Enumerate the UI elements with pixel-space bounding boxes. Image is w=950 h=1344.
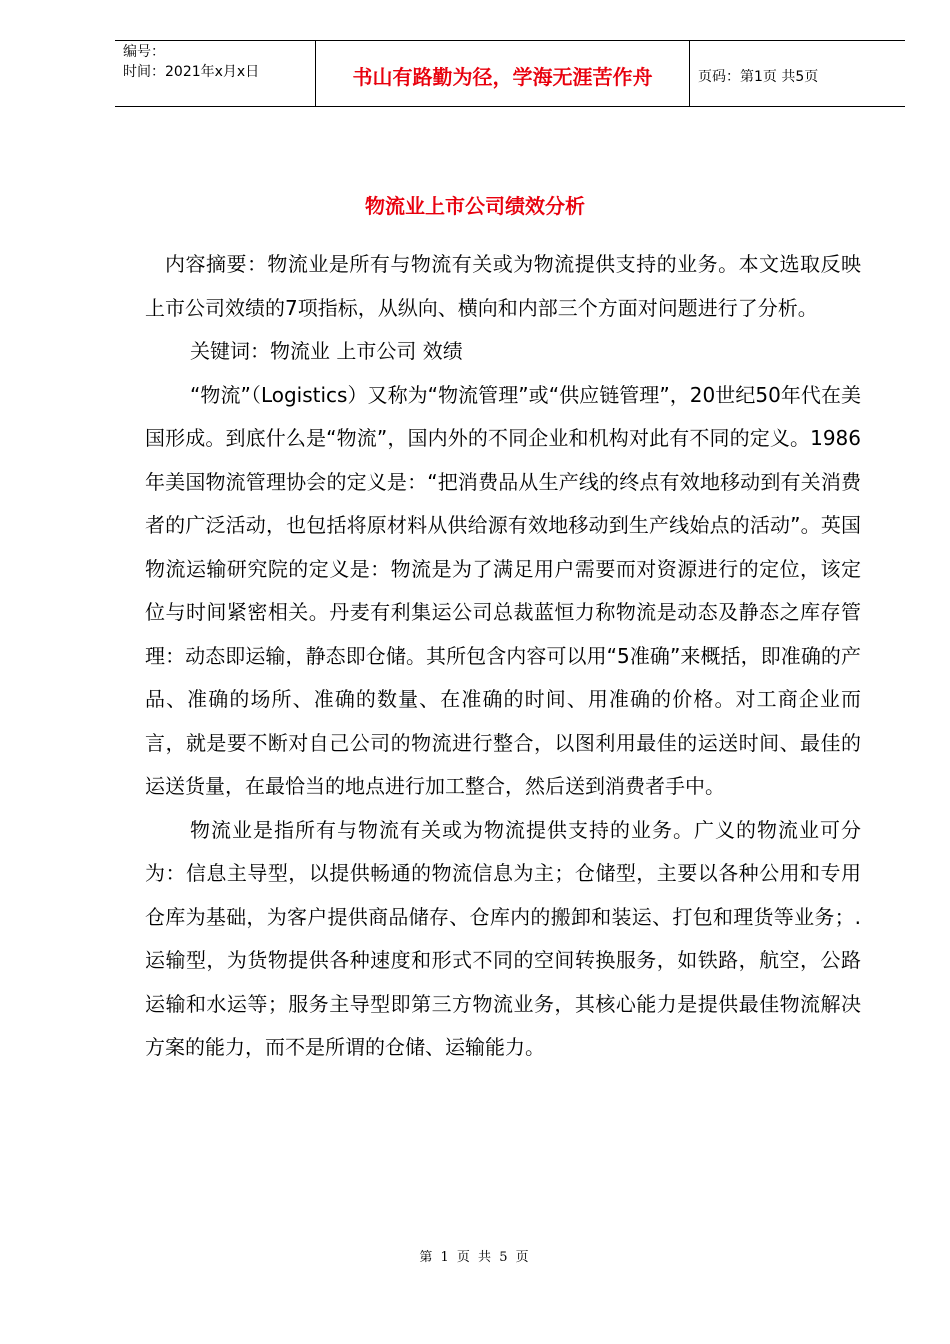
document-time: 时间：2021年x月x日 [123, 64, 260, 80]
document-body [145, 243, 861, 1070]
body-paragraph: “物流”（Logistics）又称为“物流管理”或“供应链管理”，20世纪50年代在美国形成。到底什么是“物流”，国内外的不同企业和机构对此有不同的定义。1986年美国物流管理协会的定义是：“把消费品从生产线的终点有效地移动到有关消费者的广泛活动，也包括将原材料从供给源有效地移动到生产线始点的活动”。英国物流运输研究院的定义是：物流是为了满足用户需要而对资源进行的定位，该定位与时间紧密相关。丹麦有利集运公司总裁蓝恒力称物流是动态及静态之库存管理：动态即运输，静态即仓储。其所包含内容可以用“5准确”来概括，即准确的产品、准确的场所、准确的数量、在准确的时间、用准确的价格。对工商企业而言，就是要不断对自己公司的物流进行整合，以图利用最佳的运送时间、最佳的运送货量，在最恰当的地点进行加工整合，然后送到消费者手中。 [145, 382, 861, 798]
document-title: 物流业上市公司绩效分析 [365, 194, 585, 218]
abstract-paragraph: 内容摘要：物流业是所有与物流有关或为物流提供支持的业务。本文选取反映上市公司效绩的7项指标，从纵向、横向和内部三个方面对问题进行了分析。 [145, 252, 861, 320]
page-footer: 第 1 页 共 5 页 [419, 1250, 531, 1265]
keywords-paragraph: 关键词：物流业 上市公司 效绩 [190, 339, 463, 363]
header-motto: 书山有路勤为径，学海无涯苦作舟 [316, 41, 690, 106]
header-table [115, 40, 905, 107]
header-meta-cell [115, 41, 316, 106]
document-number-label: 编号： [123, 44, 165, 60]
header-page-info: 页码：第1页 共5页 [698, 68, 819, 85]
body-paragraph: 物流业是指所有与物流有关或为物流提供支持的业务。广义的物流业可分为：信息主导型，以提供畅通的物流信息为主；仓储型，主要以各种公用和专用仓库为基础，为客户提供商品储存、仓库内的搬卸和装运、打包和理货等业务；.运输型，为货物提供各种速度和形式不同的空间转换服务，如铁路，航空，公路运输和水运等；服务主导型即第三方物流业务，其核心能力是提供最佳物流解决方案的能力，而不是所谓的仓储、运输能力。 [145, 817, 861, 1059]
